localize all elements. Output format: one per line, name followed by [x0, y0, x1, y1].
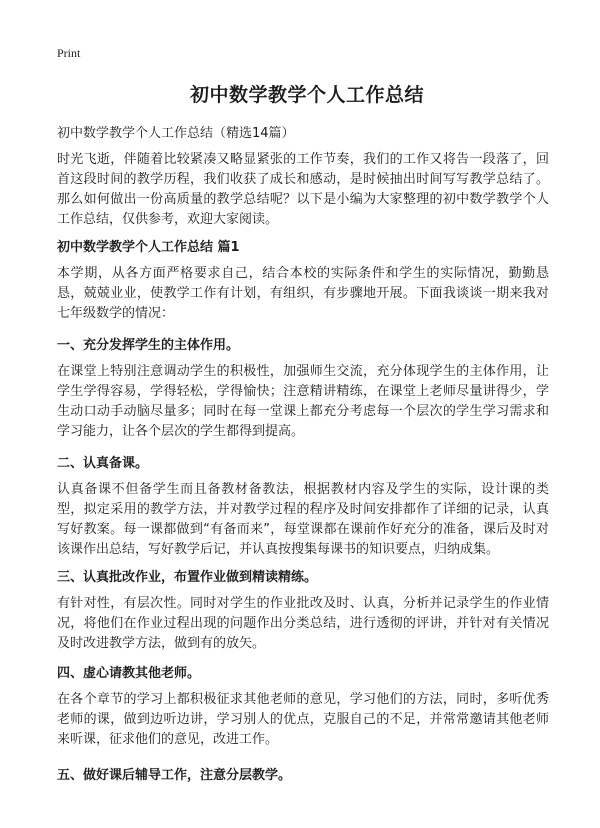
section-body-1: 在课堂上特别注意调动学生的积极性，加强师生交流，充分体现学生的主体作用，让学生学得容易，学得轻松，学得愉快；注意精讲精练，在课堂上老师尽量讲得少，学生动口动手动脑尽量多；同时在每一堂课上都充分考虑每一个层次的学生学习需求和学习能力，让各个层次的学生都得到提高。: [57, 364, 549, 439]
page-title: 初中数学教学个人工作总结: [189, 84, 424, 106]
article-heading: 初中数学教学个人工作总结 篇1: [57, 240, 240, 255]
section-body-3: 有针对性，有层次性。同时对学生的作业批改及时、认真，分析并记录学生的作业情况，将他们在作业过程出现的问题作出分类总结，进行透彻的评讲，并针对有关情况及时改进教学方法，做到有的放矢。: [57, 596, 549, 651]
document-subtitle: 初中数学教学个人工作总结（精选14篇）: [57, 126, 295, 141]
section-heading-2: 二、认真备课。: [57, 456, 149, 471]
print-link[interactable]: Print: [57, 46, 81, 60]
section-heading-5: 五、做好课后辅导工作，注意分层教学。: [57, 768, 292, 783]
section-heading-1: 一、充分发挥学生的主体作用。: [57, 338, 240, 353]
section-heading-3: 三、认真批改作业，布置作业做到精读精练。: [57, 570, 318, 585]
article-intro-paragraph: 本学期，从各方面严格要求自己，结合本校的实际条件和学生的实际情况，勤勤恳恳，兢兢业业，使教学工作有计划，有组织，有步骤地开展。下面我谈谈一期来我对七年级数学的情况：: [57, 266, 549, 321]
section-heading-4: 四、虚心请教其他老师。: [57, 666, 201, 681]
intro-paragraph: 时光飞逝，伴随着比较紧凑又略显紧张的工作节奏，我们的工作又将告一段落了，回首这段时间的教学历程，我们收获了成长和感动，是时候抽出时间写写教学总结了。那么如何做出一份高质量的教学总结呢？以下是小编为大家整理的初中数学教学个人工作总结，仅供参考，欢迎大家阅读。: [57, 152, 549, 227]
section-body-4: 在各个章节的学习上都积极征求其他老师的意见，学习他们的方法，同时，多听优秀老师的课，做到边听边讲，学习别人的优点，克服自己的不足，并常常邀请其他老师来听课，征求他们的意见，改进工作。: [57, 692, 549, 747]
section-body-2: 认真备课不但备学生而且备教材备教法，根据教材内容及学生的实际，设计课的类型，拟定采用的教学方法，并对教学过程的程序及时间安排都作了详细的记录，认真写好教案。每一课都做到“有备而来”，每堂课都在课前作好充分的准备，课后及时对该课作出总结，写好教学后记，并认真按搜集每课书的知识要点，归纳成集。: [57, 482, 549, 557]
